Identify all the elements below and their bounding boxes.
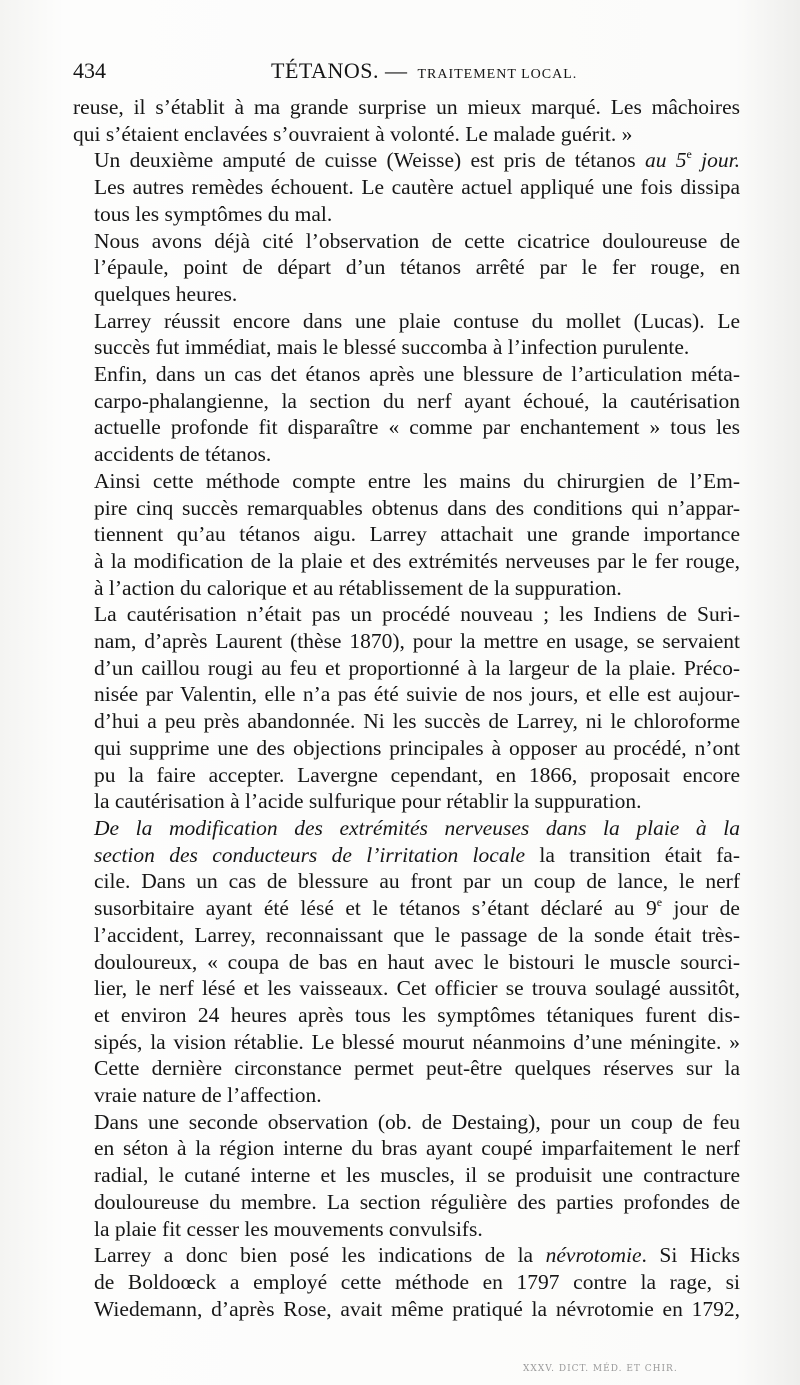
text-line: tiennent qu’au tétanos aigu. Larrey attachait une grande importance (94, 522, 740, 547)
text-line: tous les symptômes du mal. (94, 201, 333, 226)
body-text (73, 94, 740, 1322)
text-line: l’épaule, point de départ d’un tétanos arrêté par le fer rouge, en (94, 255, 740, 280)
text-line: à la modification de la plaie et des extrémités nerveuses par le fer rouge, (94, 548, 740, 573)
line-text: . Si Hicks (641, 1243, 740, 1268)
text-line (73, 1242, 740, 1269)
superscript: e (686, 147, 692, 162)
line-text: Larrey a donc bien posé les indications de la (94, 1243, 546, 1268)
text-line: Les autres remèdes échouent. Le cautère actuel appliqué une fois dissipa (94, 175, 740, 200)
line-text: Un deuxième amputé de cuisse (Weisse) est pris de tétanos (94, 148, 645, 173)
italic-text: De la modification des extrémités nerveuses dans la plaie à la (94, 815, 740, 840)
text-line: pire cinq succès remarquables obtenus dans des conditions qui n’appar- (94, 495, 740, 520)
text-line (73, 815, 740, 842)
text-line: radial, le cutané interne et les muscles, il se produisit une contracture (94, 1163, 740, 1188)
paragraph (73, 1109, 740, 1243)
text-line: Dans une seconde observation (ob. de Destaing), pour un coup de feu (94, 1109, 740, 1134)
text-line: à l’action du calorique et au rétablissement de la suppuration. (94, 575, 622, 600)
text-line: La cautérisation n’était pas un procédé nouveau ; les Indiens de Suri- (94, 602, 740, 627)
text-line: accidents de tétanos. (94, 442, 272, 467)
text-line: et environ 24 heures après tous les symptômes tétaniques furent dis- (94, 1002, 740, 1027)
italic-text: section des conducteurs de l’irritation locale (94, 842, 526, 867)
running-header (73, 58, 740, 88)
text-line: reuse, il s’établit à ma grande surprise un mieux marqué. Les mâchoires (73, 95, 740, 119)
text-line: lier, le nerf lésé et les vaisseaux. Cet officier se trouva soulagé aussitôt, (94, 976, 740, 1001)
text-line: douloureux, « coupa de bas en haut avec le bistouri le muscle sourci- (94, 949, 740, 974)
text-line: douloureuse du membre. La section régulière des parties profondes de (94, 1189, 740, 1214)
running-title-sub: TRAITEMENT LOCAL. (417, 67, 578, 82)
text-line: succès fut immédiat, mais le blessé succomba à l’infection purulente. (94, 335, 690, 360)
text-line: Enfin, dans un cas det étanos après une blessure de l’articulation méta- (94, 362, 740, 387)
text-line (73, 842, 740, 869)
text-line: cile. Dans un cas de blessure au front par un coup de lance, le nerf (94, 869, 740, 894)
line-text: jour de (662, 896, 740, 921)
text-line: qui s’étaient enclavées s’ouvraient à volonté. Le malade guérit. » (73, 121, 633, 146)
paragraph (73, 228, 740, 308)
text-line: la cautérisation à l’acide sulfurique pour rétablir la suppuration. (94, 789, 642, 814)
text-line: en séton à la région interne du bras ayant coupé imparfaitement le nerf (94, 1136, 740, 1161)
text-line: qui supprime une des objections principales à opposer au procédé, n’ont (94, 735, 740, 760)
paragraph (73, 361, 740, 468)
paragraph (73, 1242, 740, 1322)
paragraph (73, 468, 740, 602)
text-line: la plaie fit cesser les mouvements convulsifs. (94, 1216, 483, 1241)
text-line: Nous avons déjà cité l’observation de cette cicatrice douloureuse de (94, 228, 740, 253)
text-line (73, 895, 740, 922)
italic-text: jour. (691, 148, 741, 173)
text-line: l’accident, Larrey, reconnaissant que le passage de la sonde était très- (94, 922, 740, 947)
italic-text: au 5 (644, 148, 687, 173)
line-text: susorbitaire ayant été lésé et le tétanos s’étant déclaré au 9 (94, 896, 657, 921)
paragraph (73, 601, 740, 815)
superscript: e (656, 895, 663, 910)
text-line: carpo-phalangienne, la section du nerf ayant échoué, la cautérisation (94, 388, 740, 413)
text-line: vraie nature de l’affection. (94, 1083, 322, 1108)
running-title (271, 58, 577, 84)
paragraph (73, 94, 740, 147)
paragraph (73, 815, 740, 1109)
running-title-dash: — (384, 58, 408, 83)
text-line: actuelle profonde fit disparaître « comme par enchantement » tous les (94, 415, 740, 440)
printer-signature-mark: XXXV. DICT. MÉD. ET CHIR. (523, 1364, 678, 1374)
running-title-main: TÉTANOS. (271, 58, 379, 83)
text-line: d’hui a peu près abandonnée. Ni les succès de Larrey, ni le chloroforme (94, 709, 740, 734)
paragraph (73, 308, 740, 361)
italic-text: névrotomie (545, 1243, 642, 1268)
text-line: Larrey réussit encore dans une plaie contuse du mollet (Lucas). Le (94, 308, 740, 333)
text-line: Wiedemann, d’après Rose, avait même pratiqué la névrotomie en 1792, (94, 1296, 740, 1321)
text-line: de Boldoœck a employé cette méthode en 1797 contre la rage, si (94, 1269, 740, 1294)
text-line (73, 147, 740, 174)
text-line: nam, d’après Laurent (thèse 1870), pour la mettre en usage, se servaient (94, 629, 740, 654)
text-line: sipés, la vision rétablie. Le blessé mourut néanmoins d’une méningite. » (94, 1029, 740, 1054)
paragraph (73, 147, 740, 227)
page-number: 434 (73, 58, 106, 83)
line-text: la transition était fa- (525, 842, 740, 867)
text-line: Ainsi cette méthode compte entre les mains du chirurgien de l’Em- (94, 468, 740, 493)
text-line: quelques heures. (94, 281, 238, 306)
text-line: Cette dernière circonstance permet peut-être quelques réserves sur la (94, 1056, 740, 1081)
text-line: pu la faire accepter. Lavergne cependant, en 1866, proposait encore (94, 762, 740, 787)
text-line: d’un caillou rougi au feu et proportionné à la largeur de la plaie. Préco- (94, 655, 740, 680)
text-line: nisée par Valentin, elle n’a pas été suivie de nos jours, et elle est aujour- (94, 682, 740, 707)
